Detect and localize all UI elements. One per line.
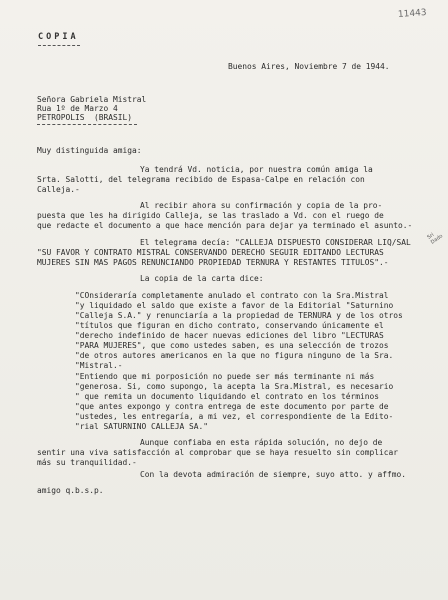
- body-line: "Mistral.-: [75, 361, 123, 370]
- body-line: "COnsideraría completamente anulado el contrato con la Sra.Mistral: [75, 291, 389, 300]
- salutation: Muy distinguida amiga:: [37, 146, 142, 155]
- body-line: El telegrama decía: "CALLEJA DISPUESTO CONSIDERAR LIQ/SAL: [140, 238, 411, 247]
- body-line: Con la devota admiración de siempre, suyo atto. y affmo.: [140, 470, 407, 479]
- body-line: "derecho indefinido de hacer nuevas ediciones del libro "LECTURAS: [75, 331, 384, 340]
- body-line: "generosa. Si, como supongo, la acepta la Sra.Mistral, es necesario: [75, 382, 394, 391]
- body-line: Srta. Salotti, del telegrama recibido de Espasa-Calpe en relación con: [37, 175, 365, 184]
- body-line: Calleja.-: [37, 185, 80, 194]
- body-line: "Calleja S.A." y renunciaría a la propiedad de TERNURA y de los otros: [75, 311, 403, 320]
- body-line: "Entiendo que mi porposición no puede ser más terminante ni más: [75, 372, 375, 381]
- archive-number: 11443: [397, 8, 427, 20]
- body-line: Aunque confiaba en esta rápida solución, no dejo de: [140, 438, 383, 447]
- body-line: "de otros autores americanos en la que no figura ninguno de la Sra.: [75, 351, 394, 360]
- body-line: MUJERES SIN MAS PAGOS RENUNCIANDO PROPIEDAD TERNURA Y RESTANTES TITULOS".-: [37, 258, 389, 267]
- body-line: La copia de la carta dice:: [140, 274, 264, 283]
- recipient-street: Rua 1º de Marzo 4: [37, 104, 118, 113]
- body-line: "que antes expongo y contra entrega de este documento por parte de: [75, 402, 389, 411]
- recipient-city: PETROPOLIS (BRASIL): [37, 113, 133, 122]
- body-line: más su tranquilidad.-: [37, 458, 137, 467]
- body-line: "y liquidado el saldo que existe a favor de la Editorial "Saturnino: [75, 301, 394, 310]
- body-line: "SU FAVOR Y CONTRATO MISTRAL CONSERVANDO DERECHO SEGUIR EDITANDO LECTURAS: [37, 248, 384, 257]
- body-line: puesta que les ha dirigido Calleja, se las traslado a Vd. con el ruego de: [37, 211, 384, 220]
- body-line: sentir una viva satisfacción al comprobar que se haya resuelto sin complicar: [37, 448, 399, 457]
- header-underline: [38, 45, 80, 46]
- recipient-underline: [37, 124, 137, 125]
- body-line: Ya tendrá Vd. noticia, por nuestra común amiga la: [140, 165, 373, 174]
- closing-signature: amigo q.b.s.p.: [37, 486, 104, 495]
- body-line: "PARA MUJERES", que como ustedes saben, es una selección de trozos: [75, 341, 389, 350]
- recipient-name: Señora Gabriela Mistral: [37, 95, 147, 104]
- body-line: Al recibir ahora su confirmación y copia de la pro-: [140, 201, 383, 210]
- body-line: "ustedes, les entregaría, a mi vez, el correspondiente de la Edito-: [75, 412, 394, 421]
- body-line: "rial SATURNINO CALLEJA SA.": [75, 422, 209, 431]
- body-line: " que remita un documento liquidando el contrato en los términos: [75, 392, 380, 401]
- date-line: Buenos Aires, Noviembre 7 de 1944.: [228, 62, 390, 71]
- margin-note: Sri Dado: [426, 232, 445, 246]
- body-line: que redacte el documento a que hace mención para dejar ya terminado el asunto.-: [37, 221, 413, 230]
- copy-header: COPIA: [38, 32, 79, 42]
- body-line: "títulos que figuran en dicho contrato, conservando únicamente el: [75, 321, 384, 330]
